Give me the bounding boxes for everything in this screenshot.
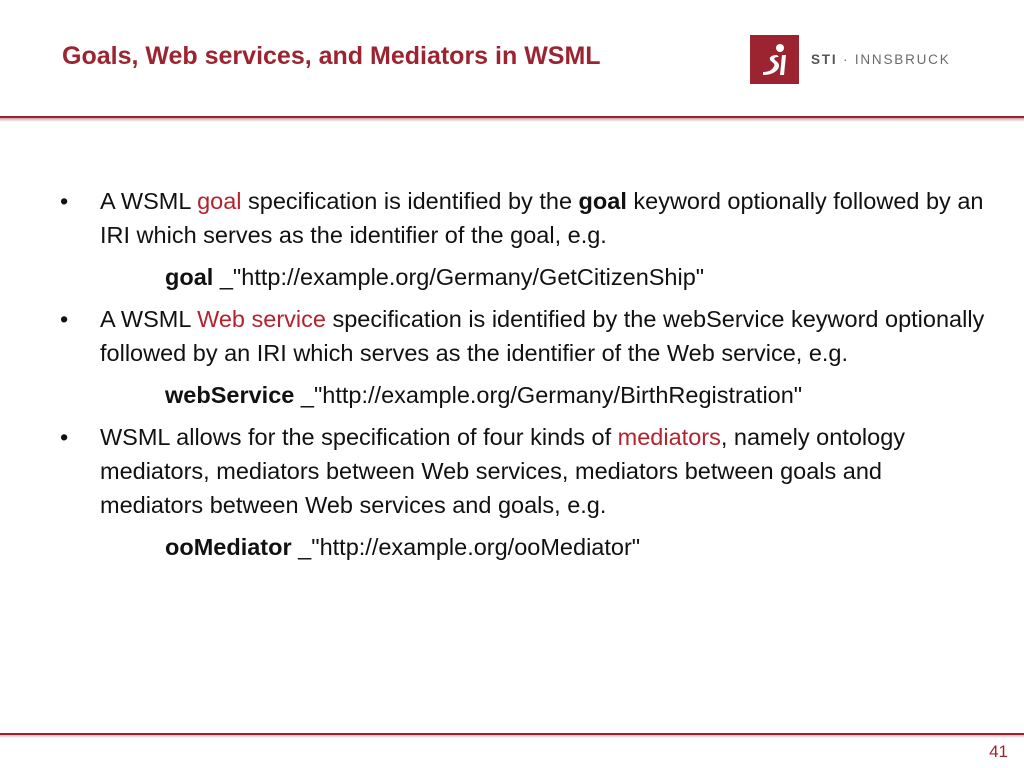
example-iri: _"http://example.org/ooMediator" xyxy=(291,534,641,560)
bullet-text: specification is identified by the webService keyword optionally followed by an IRI which serves as the identifier of the Web service, e.g. xyxy=(100,306,985,366)
bullet-web-service xyxy=(58,302,988,370)
example-keyword: webService xyxy=(165,382,295,408)
logo-brand-bold: STI xyxy=(811,51,838,67)
sti-figure-icon xyxy=(750,35,799,84)
bullet-goal xyxy=(58,184,988,252)
bullet-text: A WSML xyxy=(100,188,198,214)
example-web-service xyxy=(58,378,988,412)
bullet-marker: • xyxy=(60,306,69,332)
example-goal xyxy=(58,260,988,294)
bullet-text: specification is identified by the xyxy=(241,188,579,214)
sti-innsbruck-logo xyxy=(750,34,951,84)
example-iri: _"http://example.org/Germany/GetCitizenShip" xyxy=(213,264,705,290)
accent-term: mediators xyxy=(617,424,721,450)
bullet-marker: • xyxy=(60,424,69,450)
logo-brand-rest: INNSBRUCK xyxy=(854,51,951,67)
example-iri: _"http://example.org/Germany/BirthRegistration" xyxy=(294,382,803,408)
accent-term: goal xyxy=(197,188,242,214)
page-number: 41 xyxy=(989,742,1008,761)
example-keyword: ooMediator xyxy=(165,534,292,560)
header-divider xyxy=(0,116,1024,122)
slide-body xyxy=(58,184,988,572)
example-mediator xyxy=(58,530,988,564)
logo-separator: · xyxy=(837,51,855,67)
slide-title: Goals, Web services, and Mediators in WSML xyxy=(62,42,601,70)
bullet-text: A WSML xyxy=(100,306,198,332)
logo-wordmark xyxy=(811,52,951,67)
bullet-marker: • xyxy=(60,188,69,214)
accent-term: Web service xyxy=(197,306,326,332)
keyword: goal xyxy=(578,188,627,214)
example-keyword: goal xyxy=(165,264,214,290)
bullet-text: keyword optionally followed by an IRI which serves as the identifier of the goal, e.g. xyxy=(100,188,984,248)
bullet-text: , namely ontology mediators, mediators between Web services, mediators between goals and mediators between Web services and goals, e.g. xyxy=(100,424,906,518)
bullet-text: WSML allows for the specification of four kinds of xyxy=(100,424,618,450)
footer-divider xyxy=(0,733,1024,738)
bullet-mediators xyxy=(58,420,988,522)
